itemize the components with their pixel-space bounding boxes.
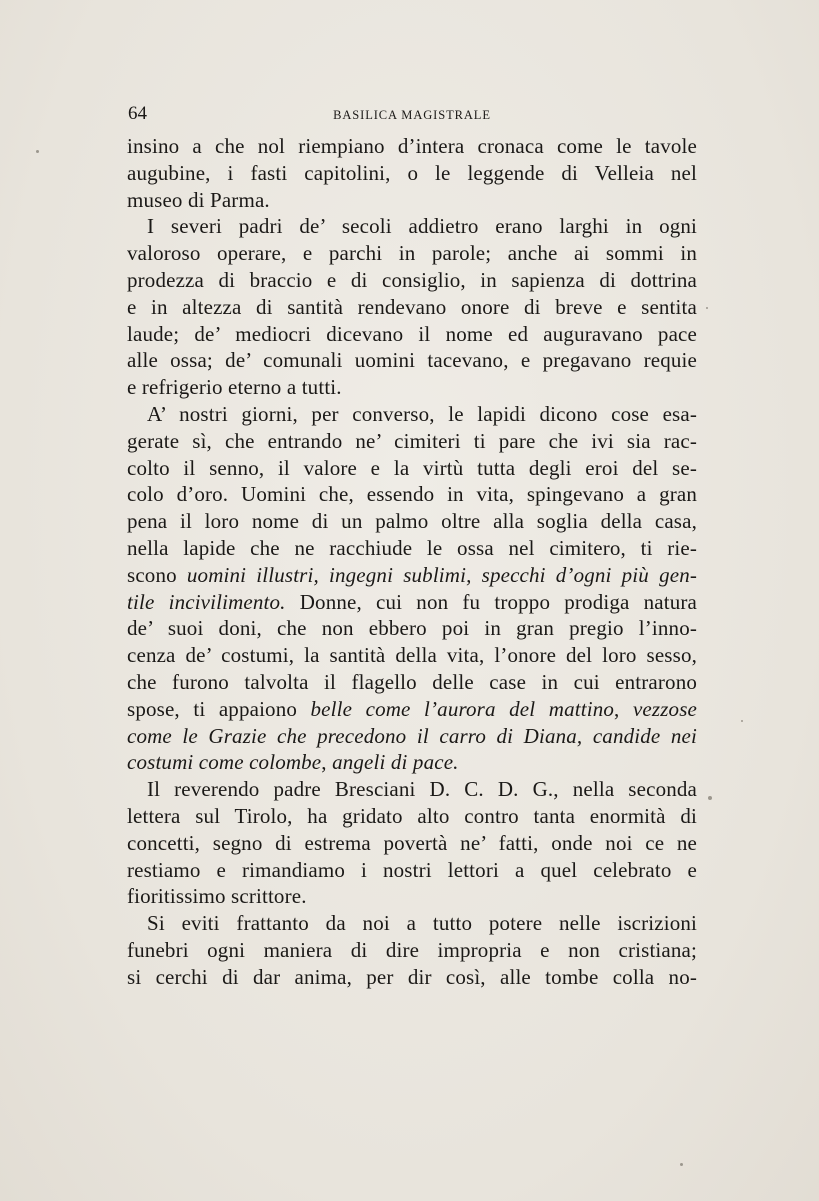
italic-run: belle come l’aurora del mattino bbox=[310, 696, 615, 721]
text-line: laude; de’ mediocri dicevano il nome ed auguravano pace bbox=[127, 321, 697, 346]
italic-run: uomini illustri, ingegni sublimi, specchi d’ogni più gen- bbox=[186, 562, 697, 587]
text-run: Donne, cui non fu troppo prodiga natura bbox=[285, 589, 697, 614]
text-line: Si eviti frattanto da noi a tutto potere nelle iscrizioni bbox=[147, 911, 697, 936]
text-run: scono bbox=[127, 562, 187, 587]
text-line: insino a che nol riempiano d’intera cronaca come le tavole bbox=[127, 134, 697, 158]
text-line: nella lapide che ne racchiude le ossa nel cimitero, ti rie- bbox=[127, 535, 697, 560]
text-line: colo d’oro. Uomini che, essendo in vita, spingevano a gran bbox=[127, 482, 697, 507]
text-line: de’ suoi doni, che non ebbero poi in gran pregio l’inno- bbox=[127, 616, 697, 641]
text-line: alle ossa; de’ comunali uomini tacevano, e pregavano requie bbox=[127, 348, 697, 373]
text-line: restiamo e rimandiamo i nostri lettori a quel celebrato e bbox=[127, 857, 697, 882]
paper-speck bbox=[36, 150, 39, 153]
text-line: gerate sì, che entrando ne’ cimiteri ti pare che ivi sia rac- bbox=[127, 428, 697, 453]
italic-run: angeli di pace. bbox=[332, 750, 459, 775]
text-line: si cerchi di dar anima, per dir così, alle tombe colla no- bbox=[127, 964, 697, 989]
text-line: e refrigerio eterno a tutti. bbox=[127, 375, 342, 400]
text-line bbox=[127, 562, 697, 589]
text-line: colto il senno, il valore e la virtù tutta degli eroi del se- bbox=[127, 455, 697, 480]
text-line: fioritissimo scrittore. bbox=[127, 884, 307, 909]
text-line: valoroso operare, e parchi in parole; anche ai sommi in bbox=[127, 241, 697, 266]
text-line: funebri ogni maniera di dire impropria e non cristiana; bbox=[127, 937, 697, 962]
text-line: cenza de’ costumi, la santità della vita, l’onore del loro sesso, bbox=[127, 643, 697, 668]
text-line: I severi padri de’ secoli addietro erano larghi in ogni bbox=[147, 214, 697, 239]
italic-run: come le Grazie che precedono il carro di Diana, candide nei bbox=[127, 723, 697, 748]
text-line bbox=[127, 696, 697, 723]
text-line: augubine, i fasti capitolini, o le leggende di Velleia nel bbox=[127, 160, 697, 185]
text-line bbox=[127, 749, 697, 776]
text-line: museo di Parma. bbox=[127, 187, 270, 212]
text-line: e in altezza di santità rendevano onore di breve e sentita bbox=[127, 294, 697, 319]
text-line: pena il loro nome di un palmo oltre alla soglia della casa, bbox=[127, 509, 697, 534]
text-line: concetti, segno di estrema povertà ne’ fatti, onde noi ce ne bbox=[127, 830, 697, 855]
text-line: prodezza di braccio e di consiglio, in sapienza di dottrina bbox=[127, 267, 697, 292]
text-run: spose, ti appaiono bbox=[127, 696, 311, 721]
page-number: 64 bbox=[128, 103, 147, 124]
italic-run: vezzose bbox=[632, 696, 697, 721]
body-text bbox=[127, 133, 697, 991]
paper-speck bbox=[680, 1163, 683, 1166]
italic-run: tile incivilimento. bbox=[127, 589, 286, 614]
paper-speck bbox=[708, 796, 712, 800]
text-line: A’ nostri giorni, per converso, le lapidi dicono cose esa- bbox=[147, 401, 697, 426]
text-line bbox=[127, 589, 697, 616]
running-title: BASILICA MAGISTRALE bbox=[333, 108, 491, 122]
text-line bbox=[127, 723, 697, 750]
paper-speck bbox=[706, 307, 708, 309]
italic-run: costumi come colombe bbox=[127, 750, 322, 775]
running-head bbox=[128, 104, 696, 124]
text-line: che furono talvolta il flagello delle case in cui entrarono bbox=[127, 669, 697, 694]
text-run: , bbox=[614, 696, 633, 721]
text-line: Il reverendo padre Bresciani D. C. D. G., nella seconda bbox=[147, 777, 697, 802]
paper-speck bbox=[741, 720, 743, 722]
text-line: lettera sul Tirolo, ha gridato alto contro tanta enormità di bbox=[127, 803, 697, 828]
text-run: , bbox=[321, 750, 333, 775]
